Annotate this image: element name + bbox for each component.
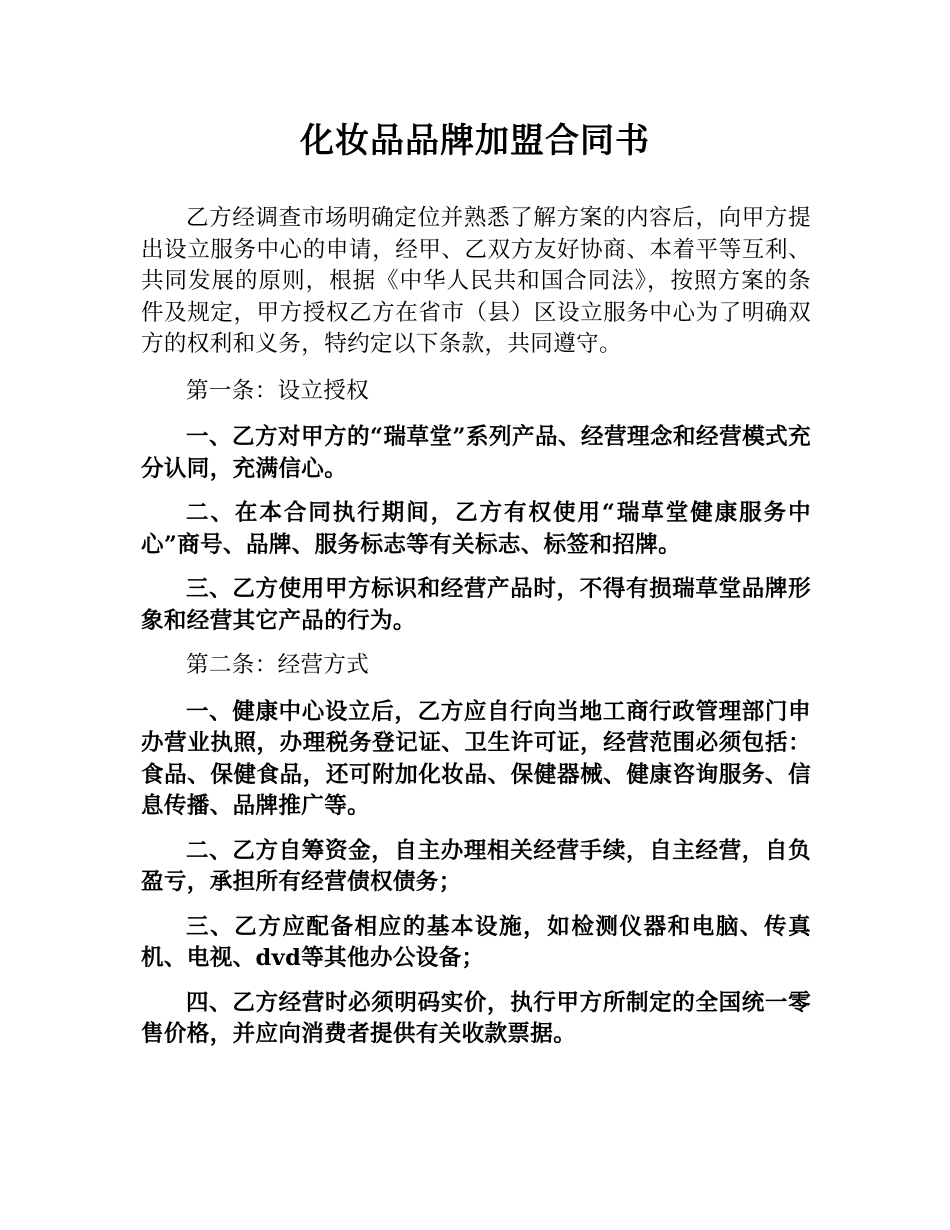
article-1-clause-1: 一、乙方对甲方的“瑞草堂”系列产品、经营理念和经营模式充分认同，充满信心。 [141, 424, 811, 482]
article-1-clause-3: 三、乙方使用甲方标识和经营产品时，不得有损瑞草堂品牌形象和经营其它产品的行为。 [141, 576, 811, 634]
article-2-clause-2: 二、乙方自筹资金，自主办理相关经营手续，自主经营，自负盈亏，承担所有经营债权债务； [141, 837, 811, 895]
article-2-heading: 第二条：经营方式 [186, 652, 370, 678]
article-2-clause-4: 四、乙方经营时必须明码实价，执行甲方所制定的全国统一零售价格，并应向消费者提供有关收款票据。 [141, 989, 811, 1047]
article-2-clause-3: 三、乙方应配备相应的基本设施，如检测仪器和电脑、传真机、电视、dvd等其他办公设备； [141, 913, 811, 971]
article-2-clause-1: 一、健康中心设立后，乙方应自行向当地工商行政管理部门申办营业执照，办理税务登记证、卫生许可证，经营范围必须包括：食品、保健食品，还可附加化妆品、保健器械、健康咨询服务、信息传播、品牌推广等。 [141, 698, 811, 819]
intro-paragraph: 乙方经调查市场明确定位并熟悉了解方案的内容后，向甲方提出设立服务中心的申请，经甲、乙双方友好协商、本着平等互利、共同发展的原则，根据《中华人民共和国合同法》，按照方案的条件及规定，甲方授权乙方在省市（县）区设立服务中心为了明确双方的权利和义务，特约定以下条款，共同遵守。 [141, 205, 811, 357]
article-1-heading: 第一条：设立授权 [186, 377, 370, 404]
document-body [141, 203, 811, 1064]
article-1-clause-2: 二、在本合同执行期间，乙方有权使用“瑞草堂健康服务中心”商号、品牌、服务标志等有关标志、标签和招牌。 [141, 500, 811, 558]
document-title: 化妆品品牌加盟合同书 [300, 121, 650, 161]
